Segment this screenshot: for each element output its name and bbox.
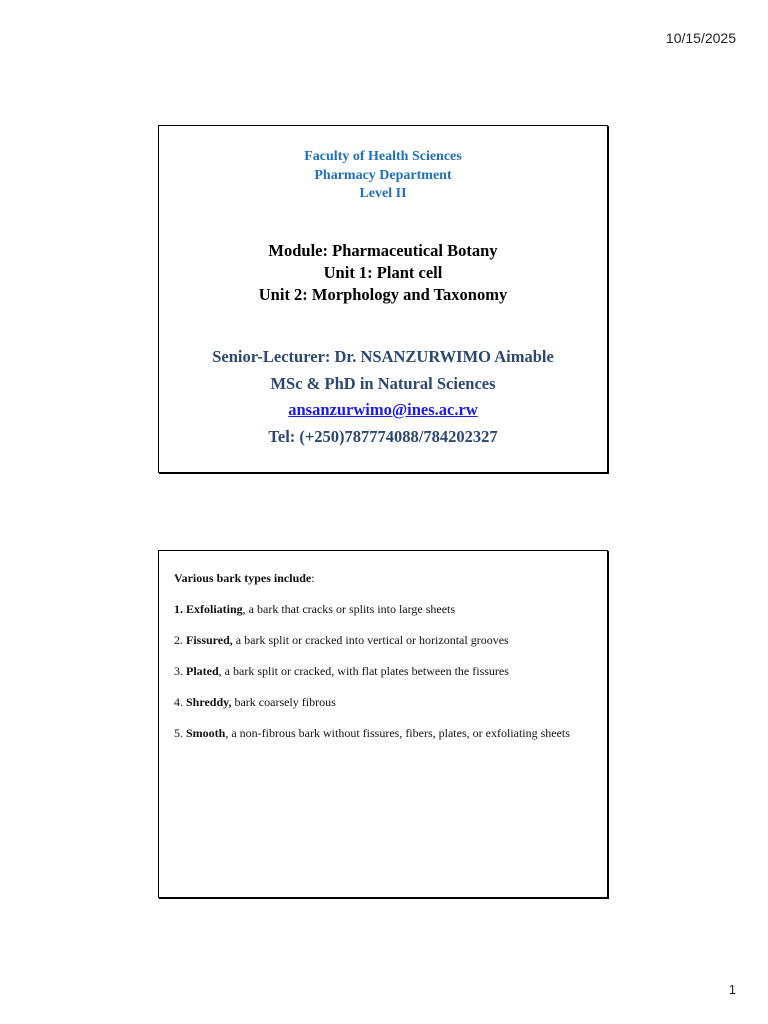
item-description: bark coarsely fibrous [231, 695, 336, 709]
item-description: a bark split or cracked into vertical or horizontal grooves [232, 633, 509, 647]
phone-number: Tel: (+250)787774088/784202327 [268, 426, 498, 446]
list-item [174, 695, 595, 711]
bark-intro-bold: Various bark types include [174, 571, 312, 585]
item-number: 2. [174, 633, 183, 647]
item-term: Exfoliating [186, 602, 243, 616]
lecturer-name: Senior-Lecturer: Dr. NSANZURWIMO Aimable [212, 347, 554, 366]
list-item [174, 664, 595, 680]
faculty-name: Faculty of Health Sciences [304, 149, 462, 164]
item-term: Fissured, [186, 633, 233, 647]
item-term: Plated [186, 664, 219, 678]
item-number: 5. [174, 726, 183, 740]
lecturer-info [159, 344, 607, 450]
list-item [174, 633, 595, 649]
module-title: Module: Pharmaceutical Botany [268, 241, 498, 260]
item-description: , a bark that cracks or splits into large sheets [242, 602, 456, 616]
title-slide [158, 125, 608, 473]
bark-intro-colon: : [311, 571, 315, 585]
item-number: 4. [174, 695, 183, 709]
bark-types-list [174, 571, 595, 757]
print-date: 10/15/2025 [665, 30, 736, 46]
item-description: , a bark split or cracked, with flat plates between the fissures [218, 664, 509, 678]
email-link[interactable]: ansanzurwimo@ines.ac.rw [288, 400, 478, 419]
item-number: 1. [174, 602, 183, 616]
item-term: Smooth [186, 726, 226, 740]
item-term: Shreddy, [186, 695, 232, 709]
list-item [174, 726, 595, 742]
page-number: 1 [728, 982, 736, 997]
list-item [174, 602, 595, 618]
level-label: Level II [359, 186, 407, 201]
bark-intro [174, 571, 595, 587]
faculty-info [159, 148, 607, 204]
module-info [159, 240, 607, 306]
item-description: , a non-fibrous bark without fissures, fibers, plates, or exfoliating sheets [225, 726, 570, 740]
department-name: Pharmacy Department [314, 167, 452, 183]
lecturer-degree: MSc & PhD in Natural Sciences [270, 373, 496, 393]
item-number: 3. [174, 664, 183, 678]
bark-types-slide [158, 550, 608, 898]
unit-1-title: Unit 1: Plant cell [323, 263, 443, 282]
unit-2-title: Unit 2: Morphology and Taxonomy [258, 285, 508, 304]
